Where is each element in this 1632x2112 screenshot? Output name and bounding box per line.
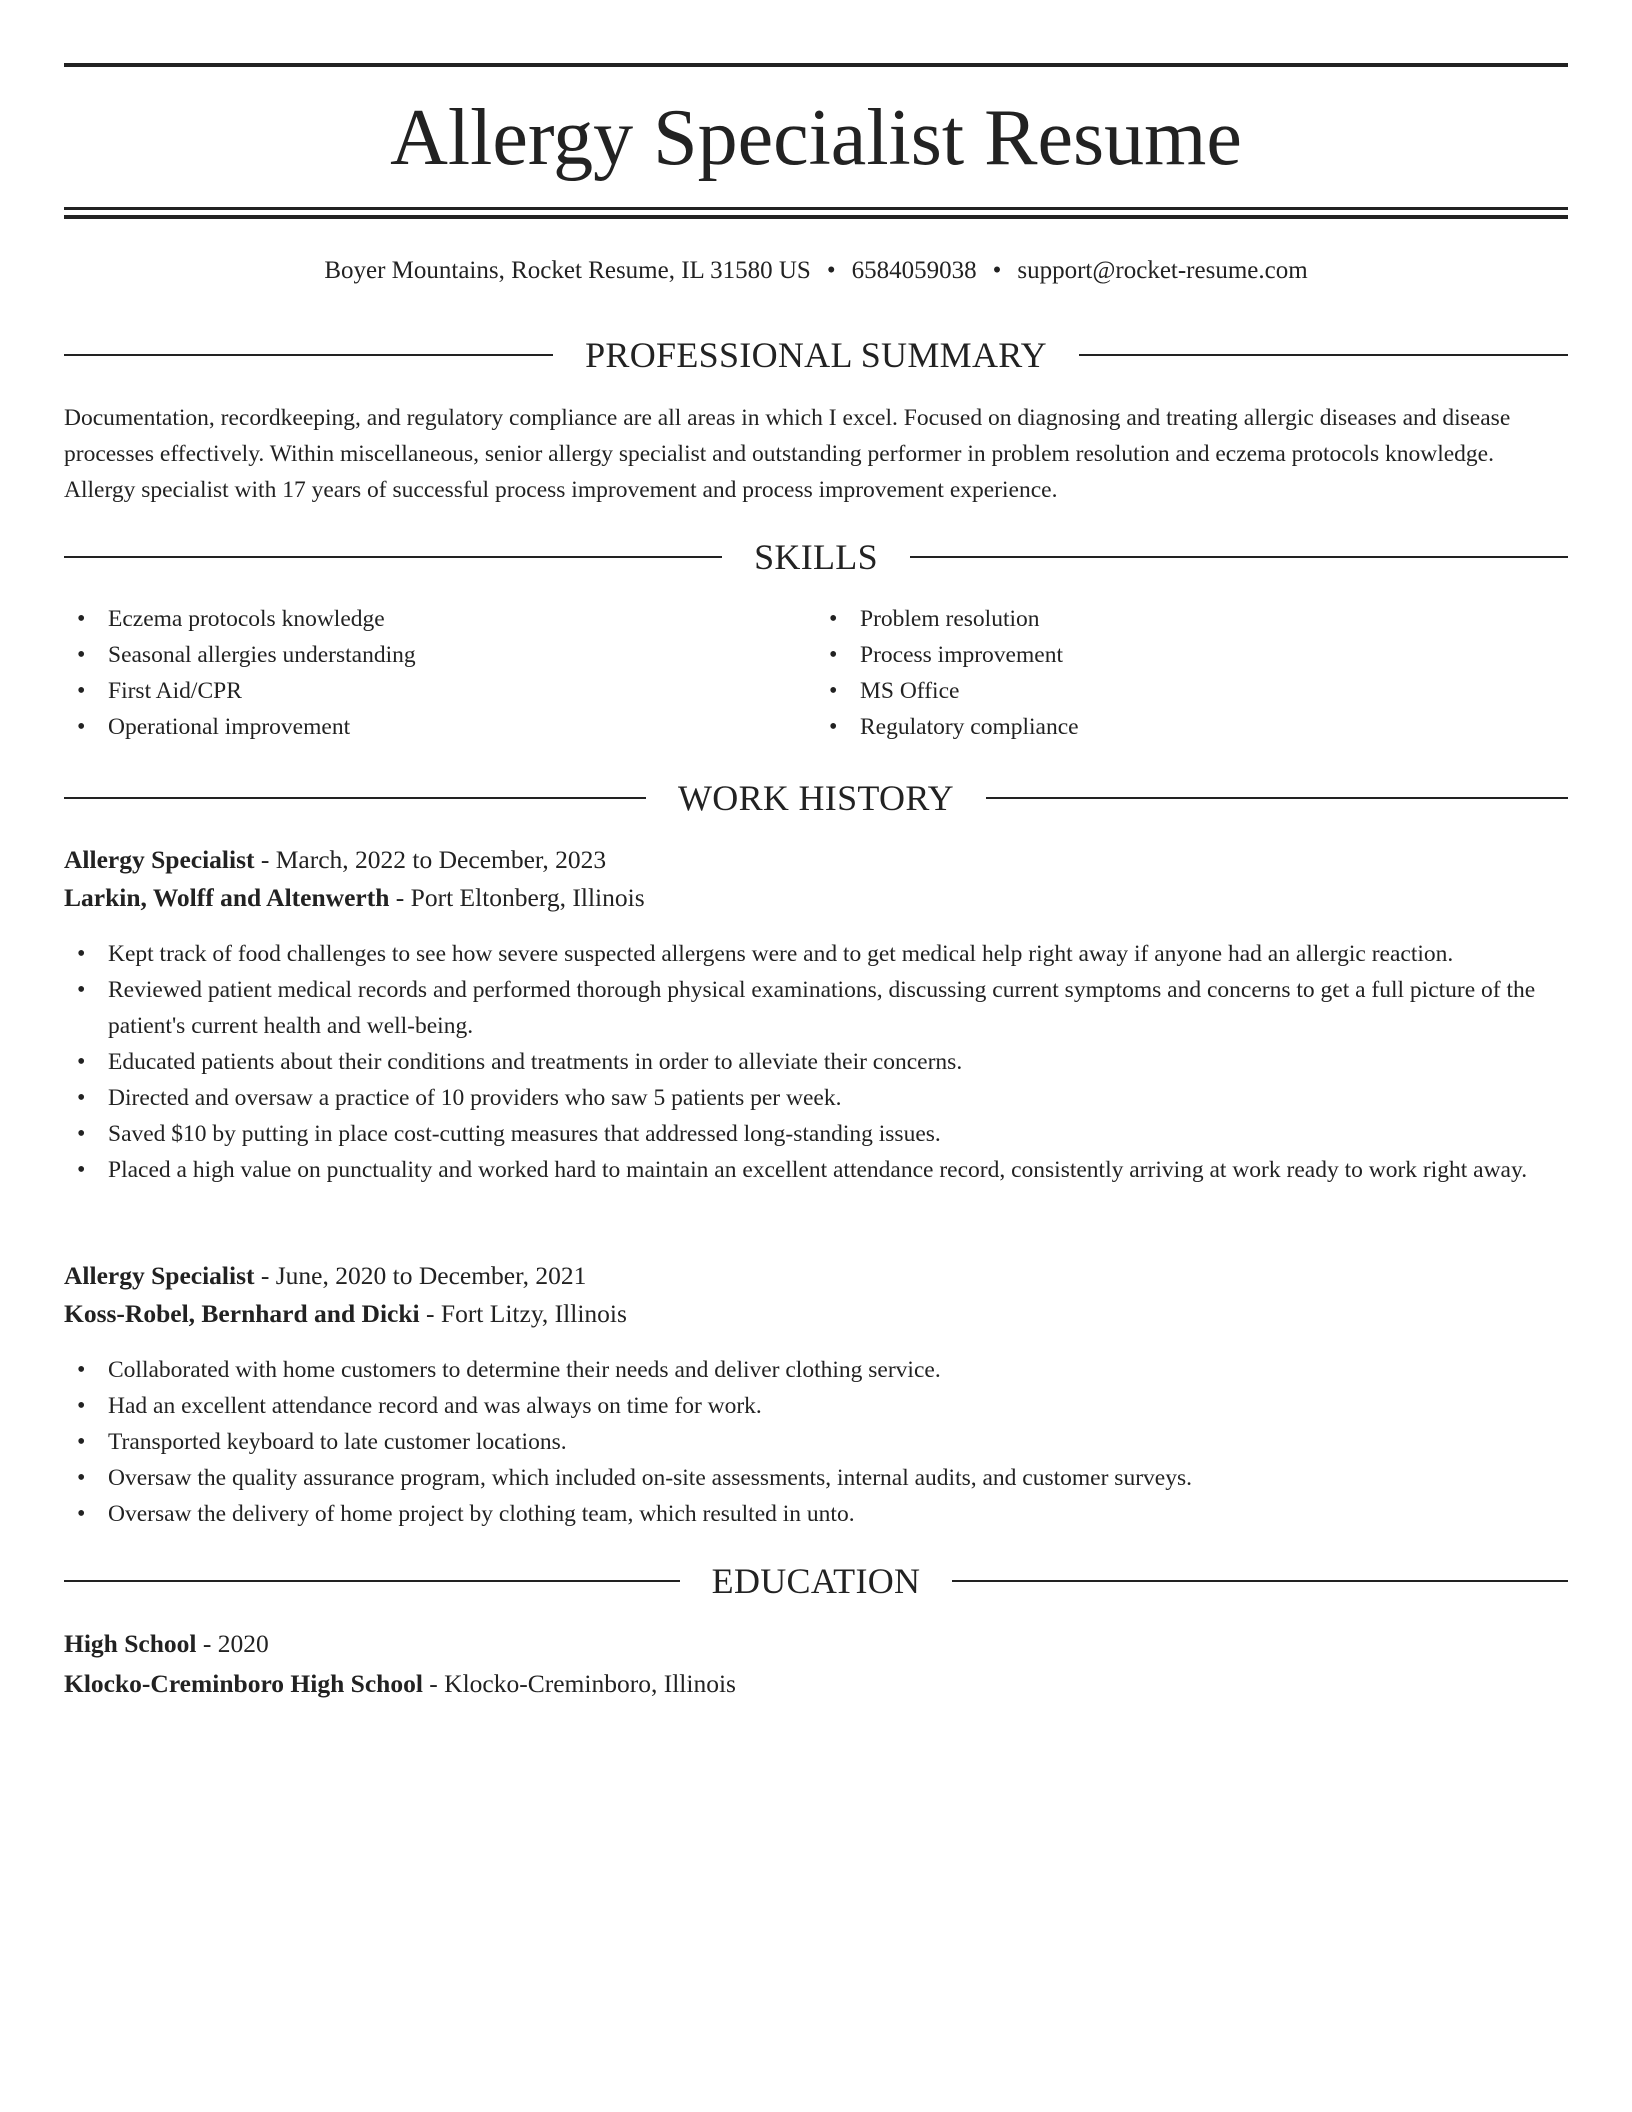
job-dates: - June, 2020 to December, 2021	[254, 1261, 587, 1290]
duty-item: • Reviewed patient medical records and performed thorough physical examinations, discussing current symptoms and concerns to get a full picture of the patient's current health and well-being.	[64, 972, 1568, 1044]
section-divider	[1079, 354, 1568, 356]
job-duties	[64, 1352, 1568, 1532]
skill-item: • Problem resolution	[816, 601, 1568, 637]
education-school-line	[64, 1665, 1568, 1703]
duty-item: • Placed a high value on punctuality and worked hard to maintain an excellent attendance record, consistently arriving at work ready to work right away.	[64, 1152, 1568, 1188]
section-heading-education	[64, 1559, 1568, 1603]
job-location: - Port Eltonberg, Illinois	[389, 883, 645, 912]
section-divider	[952, 1580, 1568, 1582]
section-divider	[910, 556, 1568, 558]
section-divider	[64, 556, 722, 558]
education-degree: High School	[64, 1629, 197, 1658]
skill-item: • Seasonal allergies understanding	[64, 637, 816, 673]
skill-item: • Eczema protocols knowledge	[64, 601, 816, 637]
education-degree-line	[64, 1625, 1568, 1663]
duty-item: • Kept track of food challenges to see how severe suspected allergens were and to get medical help right away if anyone had an allergic reaction.	[64, 936, 1568, 972]
education-location: - Klocko-Creminboro, Illinois	[422, 1669, 736, 1698]
section-heading-skills	[64, 535, 1568, 579]
section-heading-summary	[64, 333, 1568, 377]
job-duties	[64, 936, 1568, 1188]
duty-item: • Saved $10 by putting in place cost-cutting measures that addressed long-standing issues.	[64, 1116, 1568, 1152]
skill-item: • Process improvement	[816, 637, 1568, 673]
contact-email: support@rocket-resume.com	[1017, 257, 1308, 284]
skill-item: • First Aid/CPR	[64, 673, 816, 709]
job-dates: - March, 2022 to December, 2023	[254, 845, 607, 874]
top-rule	[64, 63, 1568, 67]
skill-item: • MS Office	[816, 673, 1568, 709]
duty-item: • Oversaw the quality assurance program, which included on-site assessments, internal audits, and customer surveys.	[64, 1460, 1568, 1496]
title-rule-thick	[64, 215, 1568, 219]
contact-separator: •	[992, 257, 1002, 284]
section-title: WORK HISTORY	[678, 778, 954, 818]
resume-title: Allergy Specialist Resume	[390, 94, 1242, 182]
job-company-line	[64, 879, 1568, 917]
duty-item: • Collaborated with home customers to determine their needs and deliver clothing service.	[64, 1352, 1568, 1388]
job-company: Koss-Robel, Bernhard and Dicki	[64, 1299, 420, 1328]
job-title: Allergy Specialist	[64, 1261, 255, 1290]
contact-separator: •	[826, 257, 836, 284]
job-title-line	[64, 1257, 1568, 1295]
contact-address: Boyer Mountains, Rocket Resume, IL 31580 US	[324, 257, 811, 284]
skills-column-right	[816, 601, 1568, 745]
title-rule	[64, 207, 1568, 210]
job-title: Allergy Specialist	[64, 845, 255, 874]
education-year: - 2020	[196, 1629, 269, 1658]
skill-item: • Operational improvement	[64, 709, 816, 745]
job-company: Larkin, Wolff and Altenwerth	[64, 883, 390, 912]
section-title: PROFESSIONAL SUMMARY	[585, 335, 1047, 375]
skills-column-left	[64, 601, 816, 745]
section-heading-work	[64, 776, 1568, 820]
section-title: SKILLS	[754, 537, 878, 577]
job-location: - Fort Litzy, Illinois	[419, 1299, 627, 1328]
summary-text: Documentation, recordkeeping, and regulatory compliance are all areas in which I excel. Focused on diagnosing and treating allergic diseases and disease processes effectively. Within miscellaneous, senior allergy specialist and outstanding performer in problem resolution and eczema protocols knowledge. Allergy specialist with 17 years of successful process improvement and process improvement experience.	[64, 405, 1511, 503]
section-title: EDUCATION	[711, 1561, 921, 1601]
section-divider	[64, 1580, 680, 1582]
section-divider	[64, 354, 553, 356]
job-company-line	[64, 1295, 1568, 1333]
section-divider	[64, 797, 646, 799]
duty-item: • Educated patients about their conditions and treatments in order to alleviate their concerns.	[64, 1044, 1568, 1080]
contact-line	[64, 254, 1568, 288]
duty-item: • Had an excellent attendance record and was always on time for work.	[64, 1388, 1568, 1424]
skill-item: • Regulatory compliance	[816, 709, 1568, 745]
job-title-line	[64, 841, 1568, 879]
duty-item: • Directed and oversaw a practice of 10 providers who saw 5 patients per week.	[64, 1080, 1568, 1116]
duty-item: • Transported keyboard to late customer locations.	[64, 1424, 1568, 1460]
education-school: Klocko-Creminboro High School	[64, 1669, 423, 1698]
duty-item: • Oversaw the delivery of home project by clothing team, which resulted in unto.	[64, 1496, 1568, 1532]
skills-list	[64, 601, 1568, 745]
section-divider	[986, 797, 1568, 799]
contact-phone: 6584059038	[851, 257, 977, 284]
